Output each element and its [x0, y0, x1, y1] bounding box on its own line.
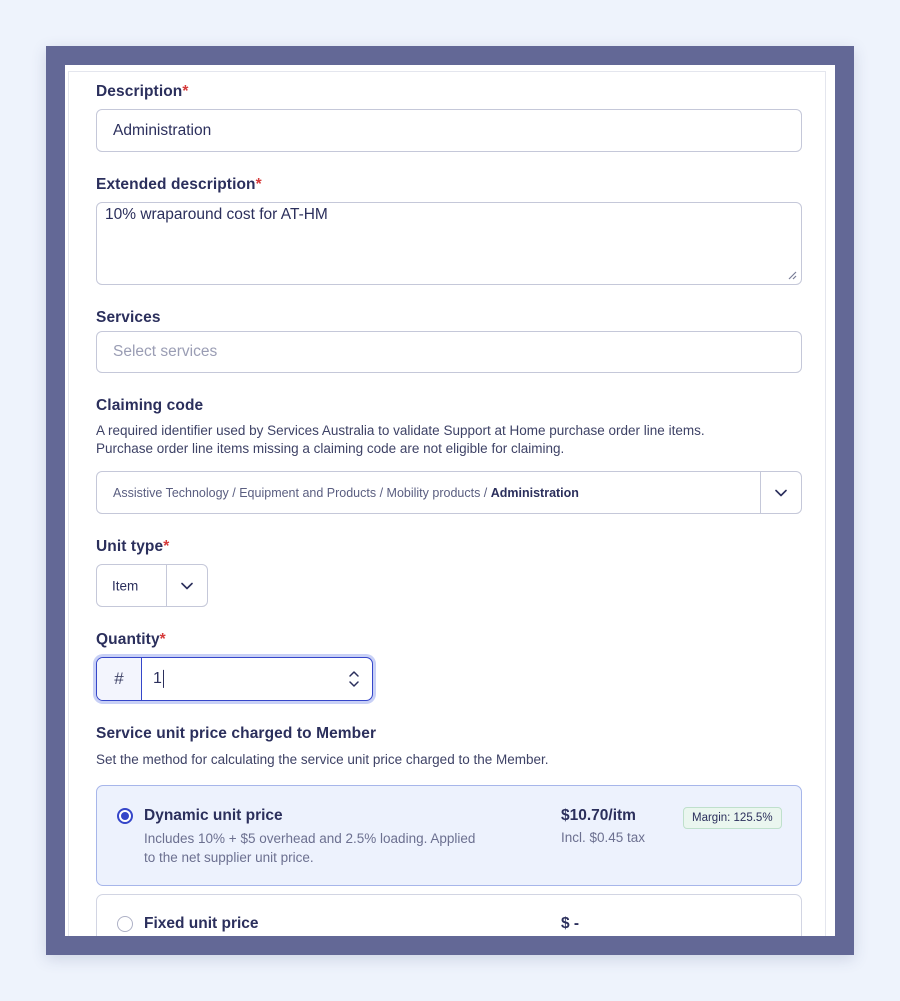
modal-frame — [46, 46, 854, 955]
required-mark: * — [159, 631, 166, 648]
chevron-down-icon — [775, 489, 787, 497]
extended-description-textarea[interactable] — [96, 202, 802, 285]
quantity-prefix: # — [97, 658, 142, 700]
required-mark: * — [255, 176, 262, 193]
resize-grip-icon[interactable] — [787, 270, 797, 280]
dynamic-option-description: Includes 10% + $5 overhead and 2.5% loading. Applied to the net supplier unit price. — [144, 831, 476, 865]
claiming-code-path-prefix: Assistive Technology / Equipment and Products / Mobility products / — [113, 485, 491, 500]
extended-description-value: 10% wraparound cost for AT-HM — [105, 206, 328, 223]
description-value: Administration — [113, 121, 212, 139]
claiming-code-selected: Administration — [490, 485, 579, 500]
chevron-down-icon — [181, 582, 193, 590]
unit-type-dropdown-button[interactable] — [166, 565, 207, 606]
unit-type-value: Item — [112, 578, 139, 593]
dynamic-option-title: Dynamic unit price — [144, 807, 283, 824]
quantity-label-text: Quantity — [96, 631, 160, 648]
claiming-code-help-line1: A required identifier used by Services Australia to validate Support at Home purchase order line items. — [96, 423, 705, 438]
claiming-code-help-line2: Purchase order line items missing a claiming code are not eligible for claiming. — [96, 441, 565, 456]
unit-type-label — [96, 538, 169, 556]
services-select[interactable] — [96, 331, 802, 373]
form-panel — [65, 65, 835, 936]
pricing-option-fixed[interactable] — [96, 894, 802, 936]
claiming-code-select[interactable] — [96, 471, 802, 514]
claiming-code-label-text: Claiming code — [96, 397, 204, 414]
quantity-value-text: 1 — [153, 670, 162, 688]
quantity-input[interactable] — [96, 657, 373, 701]
pricing-title — [96, 725, 376, 743]
dynamic-radio[interactable] — [117, 808, 133, 824]
claiming-code-path — [113, 486, 579, 500]
description-input[interactable] — [96, 109, 802, 152]
services-placeholder: Select services — [113, 343, 218, 360]
required-mark: * — [182, 83, 189, 100]
text-caret — [163, 670, 165, 688]
pricing-title-text: Service unit price charged to Member — [96, 725, 377, 742]
margin-badge: Margin: 125.5% — [683, 807, 782, 829]
pricing-help: Set the method for calculating the service unit price charged to the Member. — [96, 752, 549, 767]
updown-stepper-icon[interactable] — [348, 669, 360, 689]
dynamic-option-price: $10.70/itm — [561, 807, 636, 824]
claiming-code-label — [96, 397, 203, 415]
description-label — [96, 83, 189, 101]
claiming-code-dropdown-button[interactable] — [760, 472, 801, 513]
quantity-value — [153, 670, 164, 688]
quantity-label — [96, 631, 166, 649]
extended-description-label — [96, 176, 262, 194]
description-label-text: Description — [96, 83, 183, 100]
dynamic-option-tax: Incl. $0.45 tax — [561, 830, 646, 845]
pricing-option-dynamic[interactable] — [96, 785, 802, 886]
claiming-code-help — [96, 422, 802, 458]
services-label — [96, 309, 161, 327]
services-label-text: Services — [96, 309, 161, 326]
unit-type-label-text: Unit type — [96, 538, 164, 555]
fixed-radio[interactable] — [117, 916, 133, 932]
fixed-option-title: Fixed unit price — [144, 915, 259, 932]
required-mark: * — [163, 538, 170, 555]
extended-description-label-text: Extended description — [96, 176, 256, 193]
unit-type-select[interactable] — [96, 564, 208, 607]
fixed-option-price: $ - — [561, 915, 580, 932]
